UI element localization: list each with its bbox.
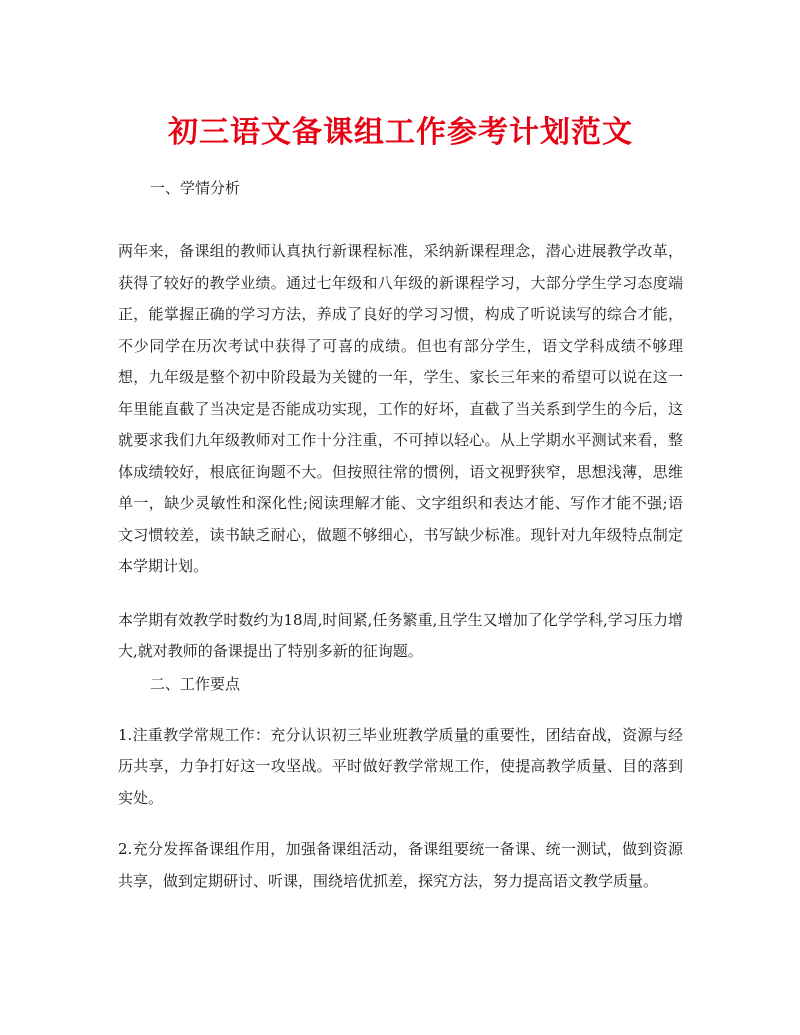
list-item-1: 1.注重教学常规工作：充分认识初三毕业班教学质量的重要性，团结奋战，资源与经历共享，力争打好这一攻坚战。平时做好教学常规工作，使提高教学质量、目的落到实处。 xyxy=(118,725,683,807)
section-heading-work-points: 二、工作要点 xyxy=(150,674,241,693)
paragraph-teaching-hours: 本学期有效教学时数约为18周,时间紧,任务繁重,且学生又增加了化学学科,学习压力增大,就对教师的备课提出了特别多新的征询题。 xyxy=(118,610,683,660)
list-item-2: 2.充分发挥备课组作用，加强备课组活动，备课组要统一备课、统一测试，做到资源共享，做到定期研讨、听课，围绕培优抓差，探究方法，努力提高语文教学质量。 xyxy=(118,840,683,890)
section-heading-situation-analysis: 一、学情分析 xyxy=(150,179,241,197)
spacer xyxy=(118,204,683,236)
document-page xyxy=(118,108,683,897)
spacer xyxy=(118,700,683,720)
spacer xyxy=(118,583,683,605)
paragraph-situation-analysis: 两年来，备课组的教师认真执行新课程标准，采纳新课程理念，潜心进展教学改革，获得了较好的教学业绩。通过七年级和八年级的新课程学习，大部分学生学习态度端正，能掌握正确的学习方法，养成了良好的学习习惯，构成了听说读写的综合才能，不少同学在历次考试中获得了可喜的成绩。但也有部分学生，语文学科成绩不够理想，九年级是整个初中阶段最为关键的一年，学生、家长三年来的希望可以说在这一年里能直截了当决定是否能成功实现，工作的好坏，直截了当关系到学生的今后，这就要求我们九年级教师对工作十分注重，不可掉以轻心。从上学期水平测试来看，整体成绩较好，根底征询题不大。但按照往常的惯例，语文视野狭窄，思想浅薄，思维单一，缺少灵敏性和深化性;阅读理解才能、文字组织和表达才能、写作才能不强;语文习惯较差，读书缺乏耐心，做题不够细心，书写缺少标准。现针对九年级特点制定本学期计划。 xyxy=(118,242,683,575)
spacer xyxy=(118,814,683,834)
document-title: 初三语文备课组工作参考计划范文 xyxy=(168,115,633,150)
